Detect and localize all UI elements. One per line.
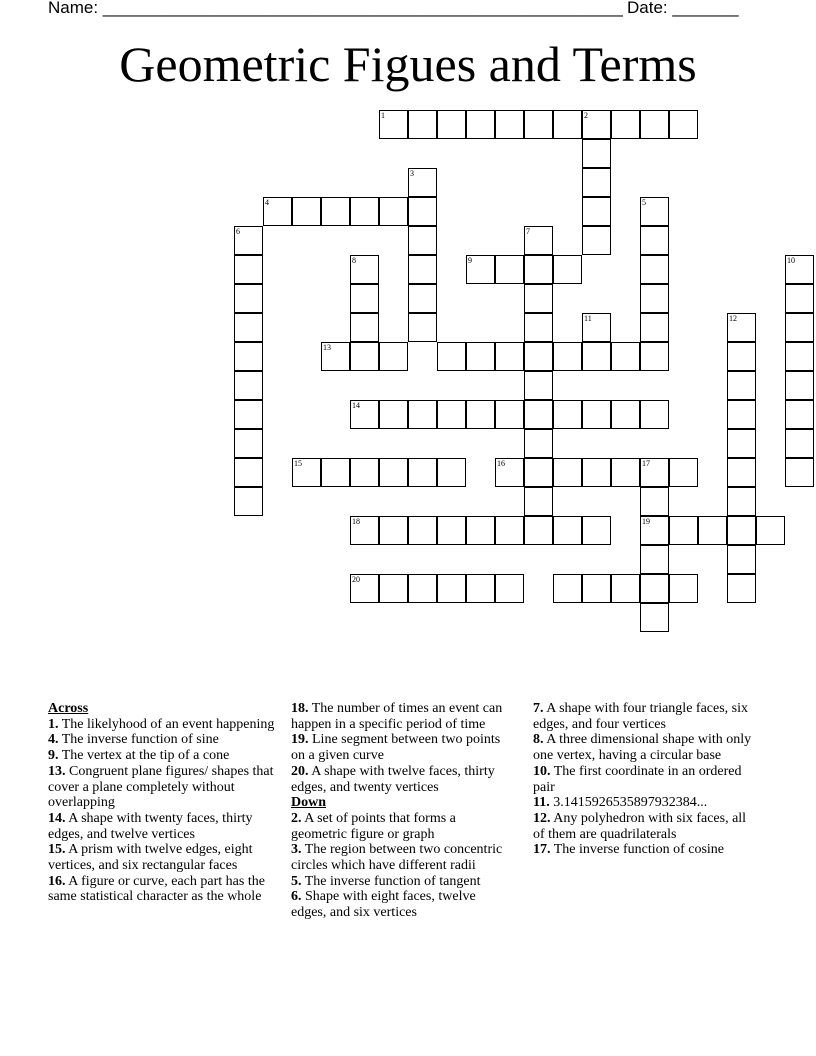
crossword-cell[interactable] xyxy=(553,400,582,429)
clue-item-text: 3.1415926535897932384... xyxy=(549,795,708,811)
crossword-cell[interactable] xyxy=(437,458,466,487)
clue-item-text: The likelyhood of an event happening xyxy=(58,716,275,732)
crossword-cell[interactable] xyxy=(727,487,756,516)
crossword-cell[interactable] xyxy=(640,400,669,429)
clue-item-text: Shape with eight faces, twelve edges, and six vertices xyxy=(291,889,476,921)
crossword-cell[interactable] xyxy=(408,197,437,226)
crossword-cell[interactable] xyxy=(582,400,611,429)
crossword-cell[interactable] xyxy=(321,342,350,371)
clue-item xyxy=(48,732,280,748)
clue-number: 19 xyxy=(642,517,650,526)
clue-item-number: 20. xyxy=(291,763,309,779)
crossword-cell[interactable] xyxy=(640,574,669,603)
crossword-cell[interactable] xyxy=(582,110,611,139)
clue-number: 5 xyxy=(642,198,646,207)
crossword-cell[interactable] xyxy=(640,255,669,284)
crossword-cell[interactable] xyxy=(553,574,582,603)
crossword-cell[interactable] xyxy=(669,574,698,603)
crossword-cell[interactable] xyxy=(234,313,263,342)
clue-item-text: A figure or curve, each part has the same statistical character as the whole xyxy=(48,873,265,905)
crossword-cell[interactable] xyxy=(640,226,669,255)
clue-item-number: 11. xyxy=(533,795,550,811)
clue-number: 12 xyxy=(729,314,737,323)
crossword-cell[interactable] xyxy=(582,574,611,603)
clues-column-3 xyxy=(533,701,755,858)
clue-item-text: The inverse function of cosine xyxy=(550,842,725,858)
clue-item-number: 3. xyxy=(291,842,302,858)
clue-item xyxy=(48,874,280,905)
crossword-cell[interactable] xyxy=(756,516,785,545)
crossword-cell[interactable] xyxy=(321,458,350,487)
clue-item-text: The first coordinate in an ordered pair xyxy=(533,763,742,795)
crossword-cell[interactable] xyxy=(263,197,292,226)
crossword-cell[interactable] xyxy=(582,342,611,371)
crossword-cell[interactable] xyxy=(524,255,553,284)
clue-item-number: 13. xyxy=(48,763,66,779)
clue-number: 11 xyxy=(584,314,592,323)
crossword-cell[interactable] xyxy=(437,400,466,429)
crossword-cell[interactable] xyxy=(234,342,263,371)
clue-item xyxy=(291,764,513,795)
crossword-cell[interactable] xyxy=(379,197,408,226)
clue-item-number: 8. xyxy=(533,732,544,748)
crossword-cell[interactable] xyxy=(785,342,814,371)
clue-item-text: A shape with four triangle faces, six edges, and four vertices xyxy=(533,701,749,732)
crossword-cell[interactable] xyxy=(495,458,524,487)
crossword-cell[interactable] xyxy=(727,371,756,400)
crossword-cell[interactable] xyxy=(350,284,379,313)
clue-item-number: 7. xyxy=(533,701,544,716)
clue-item-number: 5. xyxy=(291,873,302,889)
clue-item xyxy=(533,732,755,763)
crossword-cell[interactable] xyxy=(553,458,582,487)
crossword-cell[interactable] xyxy=(524,429,553,458)
clue-item xyxy=(48,748,280,764)
crossword-cell[interactable] xyxy=(582,516,611,545)
crossword-cell[interactable] xyxy=(292,197,321,226)
crossword-cell[interactable] xyxy=(611,458,640,487)
clues-column-1 xyxy=(48,701,280,905)
crossword-cell[interactable] xyxy=(321,197,350,226)
crossword-cell[interactable] xyxy=(640,603,669,632)
clue-item-text: A shape with twelve faces, thirty edges, and twenty vertices xyxy=(291,763,495,795)
crossword-cell[interactable] xyxy=(524,458,553,487)
crossword-cell[interactable] xyxy=(495,110,524,139)
clue-item-text: A prism with twelve edges, eight vertices, and six rectangular faces xyxy=(48,842,253,874)
crossword-cell[interactable] xyxy=(437,110,466,139)
crossword-cell[interactable] xyxy=(408,574,437,603)
crossword-cell[interactable] xyxy=(466,255,495,284)
clue-item-text: The region between two concentric circles which have different radii xyxy=(291,842,503,874)
crossword-cell[interactable] xyxy=(234,255,263,284)
clue-number: 4 xyxy=(265,198,269,207)
clue-item-number: 9. xyxy=(48,748,59,764)
crossword-cell[interactable] xyxy=(437,574,466,603)
clue-item-text: A set of points that forms a geometric figure or graph xyxy=(291,810,456,842)
clue-item xyxy=(533,842,755,858)
clue-item-text: A three dimensional shape with only one vertex, having a circular base xyxy=(533,732,752,764)
crossword-cell[interactable] xyxy=(611,342,640,371)
clue-number: 1 xyxy=(381,111,385,120)
crossword-cell[interactable] xyxy=(437,516,466,545)
clue-item-number: 12. xyxy=(533,810,551,826)
clue-item xyxy=(533,764,755,795)
clue-item xyxy=(291,889,513,920)
clue-number: 16 xyxy=(497,459,505,468)
clue-item-number: 16. xyxy=(48,873,66,889)
across-heading: Across xyxy=(48,701,89,716)
crossword-cell[interactable] xyxy=(640,110,669,139)
crossword-cell[interactable] xyxy=(408,458,437,487)
crossword-cell[interactable] xyxy=(524,110,553,139)
crossword-cell[interactable] xyxy=(234,284,263,313)
clue-number: 9 xyxy=(468,256,472,265)
crossword-cell[interactable] xyxy=(350,255,379,284)
crossword-cell[interactable] xyxy=(408,284,437,313)
clue-number: 20 xyxy=(352,575,360,584)
clue-item-text: The number of times an event can happen in a specific period of time xyxy=(291,701,503,732)
clue-item-text: The vertex at the tip of a cone xyxy=(58,748,230,764)
crossword-cell[interactable] xyxy=(234,458,263,487)
crossword-cell[interactable] xyxy=(379,458,408,487)
crossword-cell[interactable] xyxy=(524,313,553,342)
crossword-cell[interactable] xyxy=(466,574,495,603)
crossword-cell[interactable] xyxy=(495,574,524,603)
clue-number: 15 xyxy=(294,459,302,468)
crossword-cell[interactable] xyxy=(785,255,814,284)
crossword-cell[interactable] xyxy=(640,458,669,487)
crossword-cell[interactable] xyxy=(350,197,379,226)
crossword-cell[interactable] xyxy=(350,458,379,487)
clue-item-text: Line segment between two points on a given curve xyxy=(291,732,501,764)
crossword-cell[interactable] xyxy=(669,458,698,487)
crossword-cell[interactable] xyxy=(408,400,437,429)
clue-item xyxy=(291,842,513,873)
crossword-cell[interactable] xyxy=(524,284,553,313)
crossword-cell[interactable] xyxy=(640,487,669,516)
crossword-cell[interactable] xyxy=(640,545,669,574)
crossword-cell[interactable] xyxy=(727,400,756,429)
clue-item-text: A shape with twenty faces, thirty edges, and twelve vertices xyxy=(48,810,253,842)
clue-number: 17 xyxy=(642,459,650,468)
crossword-cell[interactable] xyxy=(785,284,814,313)
crossword-cell[interactable] xyxy=(524,516,553,545)
crossword-cell[interactable] xyxy=(785,313,814,342)
crossword-cell[interactable] xyxy=(379,110,408,139)
crossword-cell[interactable] xyxy=(379,400,408,429)
crossword-cell[interactable] xyxy=(785,429,814,458)
crossword-cell[interactable] xyxy=(727,574,756,603)
date-field-label[interactable]: Date: _______ xyxy=(627,0,739,17)
crossword-cell[interactable] xyxy=(727,429,756,458)
crossword-cell[interactable] xyxy=(234,429,263,458)
crossword-cell[interactable] xyxy=(234,400,263,429)
crossword-cell[interactable] xyxy=(466,400,495,429)
crossword-cell[interactable] xyxy=(495,342,524,371)
clues-column-2 xyxy=(291,701,513,921)
crossword-cell[interactable] xyxy=(582,313,611,342)
crossword-cell[interactable] xyxy=(553,342,582,371)
crossword-cell[interactable] xyxy=(727,545,756,574)
clue-item xyxy=(48,842,280,873)
clue-item-number: 10. xyxy=(533,763,551,779)
crossword-cell[interactable] xyxy=(582,168,611,197)
clue-number: 14 xyxy=(352,401,360,410)
clue-item-number: 19. xyxy=(291,732,309,748)
crossword-cell[interactable] xyxy=(727,458,756,487)
clue-item xyxy=(533,811,755,842)
crossword-cell[interactable] xyxy=(669,110,698,139)
crossword-cell[interactable] xyxy=(524,400,553,429)
crossword-cell[interactable] xyxy=(727,313,756,342)
clue-item xyxy=(291,732,513,763)
crossword-cell[interactable] xyxy=(234,226,263,255)
crossword-cell[interactable] xyxy=(350,313,379,342)
clue-number: 13 xyxy=(323,343,331,352)
crossword-cell[interactable] xyxy=(234,487,263,516)
crossword-cell[interactable] xyxy=(437,342,466,371)
clue-number: 10 xyxy=(787,256,795,265)
crossword-cell[interactable] xyxy=(582,458,611,487)
crossword-cell[interactable] xyxy=(350,574,379,603)
crossword-cell[interactable] xyxy=(350,516,379,545)
crossword-cell[interactable] xyxy=(408,255,437,284)
clue-item xyxy=(291,874,513,890)
crossword-cell[interactable] xyxy=(350,400,379,429)
crossword-cell[interactable] xyxy=(466,342,495,371)
crossword-cell[interactable] xyxy=(379,342,408,371)
crossword-cell[interactable] xyxy=(727,342,756,371)
crossword-cell[interactable] xyxy=(785,400,814,429)
clue-number: 2 xyxy=(584,111,588,120)
clue-item-number: 2. xyxy=(291,810,302,826)
crossword-cell[interactable] xyxy=(611,574,640,603)
crossword-cell[interactable] xyxy=(379,574,408,603)
crossword-cell[interactable] xyxy=(495,255,524,284)
crossword-cell[interactable] xyxy=(553,255,582,284)
clue-item-text: The inverse function of sine xyxy=(58,732,219,748)
crossword-cell[interactable] xyxy=(582,197,611,226)
page-title: Geometric Figues and Terms xyxy=(119,36,697,92)
crossword-cell[interactable] xyxy=(495,400,524,429)
crossword-cell[interactable] xyxy=(408,226,437,255)
crossword-cell[interactable] xyxy=(408,516,437,545)
clue-item-number: 6. xyxy=(291,889,302,905)
crossword-cell[interactable] xyxy=(524,342,553,371)
clue-number: 3 xyxy=(410,169,414,178)
crossword-cell[interactable] xyxy=(524,487,553,516)
crossword-cell[interactable] xyxy=(524,226,553,255)
name-field-label[interactable]: Name: _______________________________________________________ xyxy=(48,0,623,17)
clue-number: 8 xyxy=(352,256,356,265)
clue-item-text: Any polyhedron with six faces, all of them are quadrilaterals xyxy=(533,810,747,842)
crossword-cell[interactable] xyxy=(785,371,814,400)
clue-number: 6 xyxy=(236,227,240,236)
clue-item-number: 1. xyxy=(48,716,59,732)
clue-item-number: 15. xyxy=(48,842,66,858)
clue-item-number: 4. xyxy=(48,732,59,748)
crossword-cell[interactable] xyxy=(234,371,263,400)
clue-number: 7 xyxy=(526,227,530,236)
crossword-cell[interactable] xyxy=(408,168,437,197)
crossword-cell[interactable] xyxy=(611,110,640,139)
crossword-cell[interactable] xyxy=(350,342,379,371)
crossword-cell[interactable] xyxy=(408,313,437,342)
clue-item xyxy=(48,717,280,733)
crossword-cell[interactable] xyxy=(582,226,611,255)
crossword-cell[interactable] xyxy=(553,516,582,545)
crossword-cell[interactable] xyxy=(292,458,321,487)
crossword-cell[interactable] xyxy=(466,110,495,139)
crossword-cell[interactable] xyxy=(582,139,611,168)
clue-item xyxy=(48,811,280,842)
crossword-cell[interactable] xyxy=(553,110,582,139)
clue-item-number: 17. xyxy=(533,842,551,858)
crossword-cell[interactable] xyxy=(640,313,669,342)
down-heading: Down xyxy=(291,795,327,811)
crossword-cell[interactable] xyxy=(669,516,698,545)
clue-item xyxy=(291,811,513,842)
clue-item-number: 18. xyxy=(291,701,309,716)
crossword-cell[interactable] xyxy=(466,516,495,545)
crossword-cell[interactable] xyxy=(698,516,727,545)
crossword-cell[interactable] xyxy=(379,516,408,545)
clue-item xyxy=(48,764,280,811)
clue-item-text: The inverse function of tangent xyxy=(301,873,481,889)
crossword-cell[interactable] xyxy=(640,197,669,226)
crossword-cell[interactable] xyxy=(640,342,669,371)
crossword-cell[interactable] xyxy=(524,371,553,400)
crossword-cell[interactable] xyxy=(495,516,524,545)
crossword-cell[interactable] xyxy=(408,110,437,139)
crossword-cell[interactable] xyxy=(640,516,669,545)
clue-item xyxy=(533,701,755,732)
clue-item xyxy=(533,795,755,811)
clue-item xyxy=(291,701,513,732)
clue-item-number: 14. xyxy=(48,810,66,826)
crossword-cell[interactable] xyxy=(640,284,669,313)
clue-number: 18 xyxy=(352,517,360,526)
clue-item-text: Congruent plane figures/ shapes that cover a plane completely without overlapping xyxy=(48,763,274,811)
crossword-cell[interactable] xyxy=(727,516,756,545)
crossword-cell[interactable] xyxy=(785,458,814,487)
crossword-cell[interactable] xyxy=(611,400,640,429)
